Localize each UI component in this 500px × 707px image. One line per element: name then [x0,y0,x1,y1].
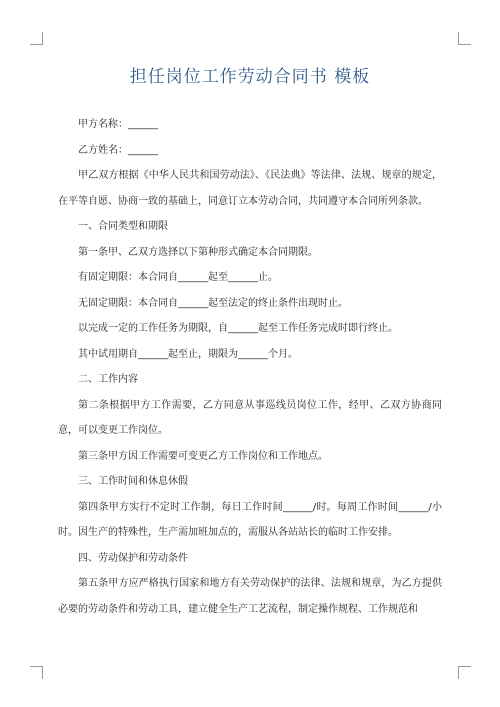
article-2: 第二条根据甲方工作需要，乙方同意从事巡线员岗位工作，经甲、乙双方协商同意，可以变更工作岗位。 [58,399,442,436]
crop-mark-top-right [458,32,471,45]
party-b-line: 乙方姓名：______ [78,144,158,156]
article-3: 第三条甲方因工作需要可变更乙方工作岗位和工作地点。 [78,450,328,462]
task-term-line: 以完成一定的工作任务为期限，自______起至工作任务完成时即行终止。 [78,323,398,334]
section-heading-3: 三、工作时间和休息休假 [78,476,188,487]
section-heading-4: 四、劳动保护和劳动条件 [78,552,188,564]
crop-mark-bottom-right [458,666,471,679]
unfixed-term-line: 无固定期限：本合同自______起至法定的终止条件出现时止。 [78,297,348,309]
section-heading-2: 二、工作内容 [78,374,138,385]
document-title: 担任岗位工作劳动合同书 模板 [129,67,371,87]
crop-mark-bottom-left [30,666,43,679]
article-1: 第一条甲、乙双方选择以下第种形式确定本合同期限。 [78,246,318,258]
intro-paragraph: 甲乙双方根据《中华人民共和国劳动法》、《民法典》等法律、法规、规章的规定，在平等自愿、协商一致的基础上，同意订立本劳动合同，共同遵守本合同所列条款。 [58,170,442,207]
document-body [58,112,442,622]
section-heading-1: 一、合同类型和期限 [78,221,168,232]
article-4: 第四条甲方实行不定时工作制，每日工作时间______/时。每周工作时间______/小时。因生产的特殊性，生产需加班加点的，需服从各站站长的临时工作安排。 [58,501,442,538]
party-a-line: 甲方名称：______ [78,119,158,130]
fixed-term-line: 有固定期限：本合同自______起至______止。 [78,272,278,283]
crop-mark-top-left [30,32,43,45]
article-5: 第五条甲方应严格执行国家和地方有关劳动保护的法律、法规和规章，为乙方提供必要的劳动条件和劳动工具，建立健全生产工艺流程，制定操作规程、工作规范和 [58,578,442,615]
probation-line: 其中试用期自______起至止，期限为______个月。 [78,348,298,360]
